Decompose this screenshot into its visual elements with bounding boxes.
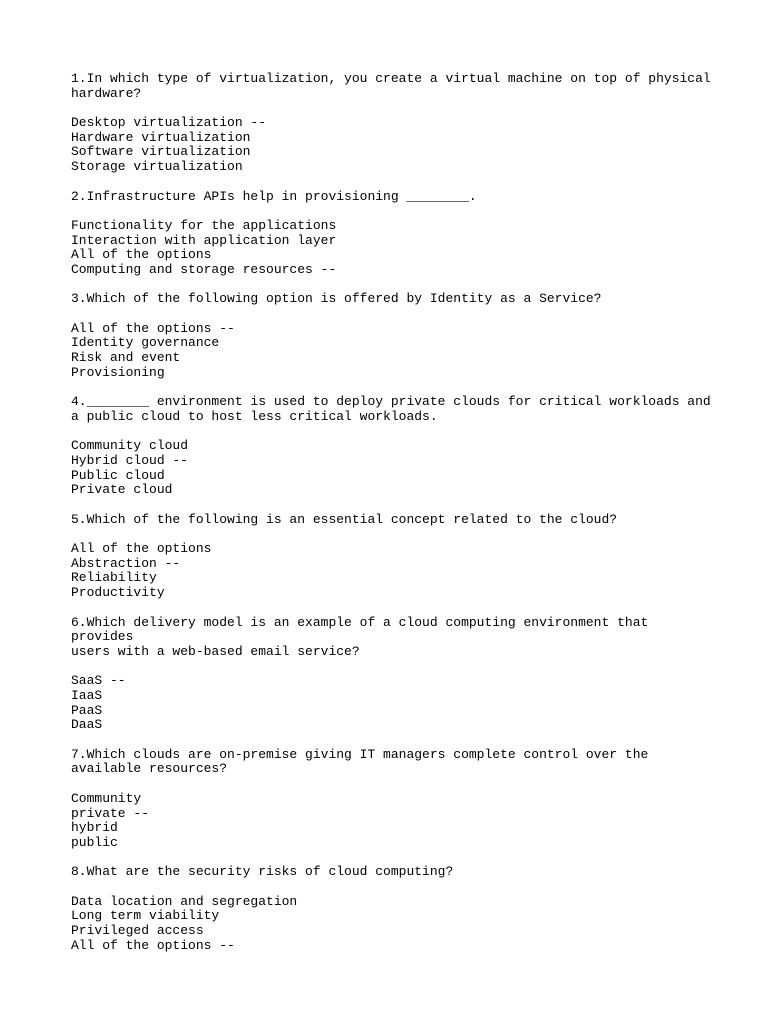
- question-1: [71, 72, 711, 175]
- question-7: [71, 748, 711, 851]
- option-list: [71, 219, 711, 278]
- option-item: Desktop virtualization --: [71, 115, 267, 131]
- option-item: Community cloud: [71, 438, 189, 454]
- option-item: hybrid: [71, 820, 118, 836]
- option-item: Hybrid cloud --: [71, 452, 189, 468]
- option-item: Risk and event: [71, 350, 181, 366]
- option-item: Provisioning: [71, 364, 165, 380]
- option-item: Reliability: [71, 570, 157, 586]
- option-item: Functionality for the applications: [71, 217, 337, 233]
- option-item: Long term viability: [71, 908, 220, 924]
- option-item: Computing and storage resources --: [71, 261, 337, 277]
- option-item: Public cloud: [71, 467, 165, 483]
- option-item: IaaS: [71, 688, 103, 704]
- question-text: 6.Which delivery model is an example of a cloud computing environment that provides users with a web-based email service?: [71, 614, 649, 659]
- option-item: Storage virtualization: [71, 159, 243, 175]
- option-list: [71, 439, 711, 498]
- option-item: All of the options --: [71, 937, 235, 953]
- question-5: [71, 513, 711, 601]
- question-text: 7.Which clouds are on-premise giving IT managers complete control over the available resources?: [71, 746, 649, 777]
- option-item: All of the options: [71, 541, 212, 557]
- option-item: All of the options: [71, 247, 212, 263]
- document-page: [71, 72, 711, 968]
- option-list: [71, 895, 711, 954]
- question-6: [71, 616, 711, 734]
- question-text: 4.________ environment is used to deploy private clouds for critical workloads and a public cloud to host less critical workloads.: [71, 394, 711, 424]
- question-text: 3.Which of the following option is offered by Identity as a Service?: [71, 291, 602, 307]
- option-item: Software virtualization: [71, 144, 251, 160]
- option-list: [71, 674, 711, 733]
- option-item: Data location and segregation: [71, 893, 298, 909]
- question-text: 1.In which type of virtualization, you create a virtual machine on top of physical hardware?: [71, 71, 711, 101]
- question-4: [71, 395, 711, 498]
- option-item: Community: [71, 790, 142, 806]
- option-list: [71, 116, 711, 175]
- option-item: Abstraction --: [71, 555, 181, 571]
- option-item: private --: [71, 805, 150, 821]
- option-list: [71, 322, 711, 381]
- option-item: SaaS --: [71, 673, 126, 689]
- option-list: [71, 542, 711, 601]
- option-item: Privileged access: [71, 923, 204, 939]
- option-item: PaaS: [71, 702, 103, 718]
- question-3: [71, 292, 711, 380]
- question-text: 5.Which of the following is an essential concept related to the cloud?: [71, 511, 618, 527]
- question-2: [71, 190, 711, 278]
- option-item: All of the options --: [71, 320, 235, 336]
- question-text: 2.Infrastructure APIs help in provisioning ________.: [71, 188, 477, 204]
- option-item: Productivity: [71, 585, 165, 601]
- option-item: Interaction with application layer: [71, 232, 337, 248]
- option-item: Private cloud: [71, 482, 173, 498]
- option-item: DaaS: [71, 717, 103, 733]
- option-item: Hardware virtualization: [71, 129, 251, 145]
- option-list: [71, 792, 711, 851]
- option-item: public: [71, 834, 118, 850]
- option-item: Identity governance: [71, 335, 220, 351]
- question-text: 8.What are the security risks of cloud computing?: [71, 864, 454, 880]
- question-8: [71, 865, 711, 953]
